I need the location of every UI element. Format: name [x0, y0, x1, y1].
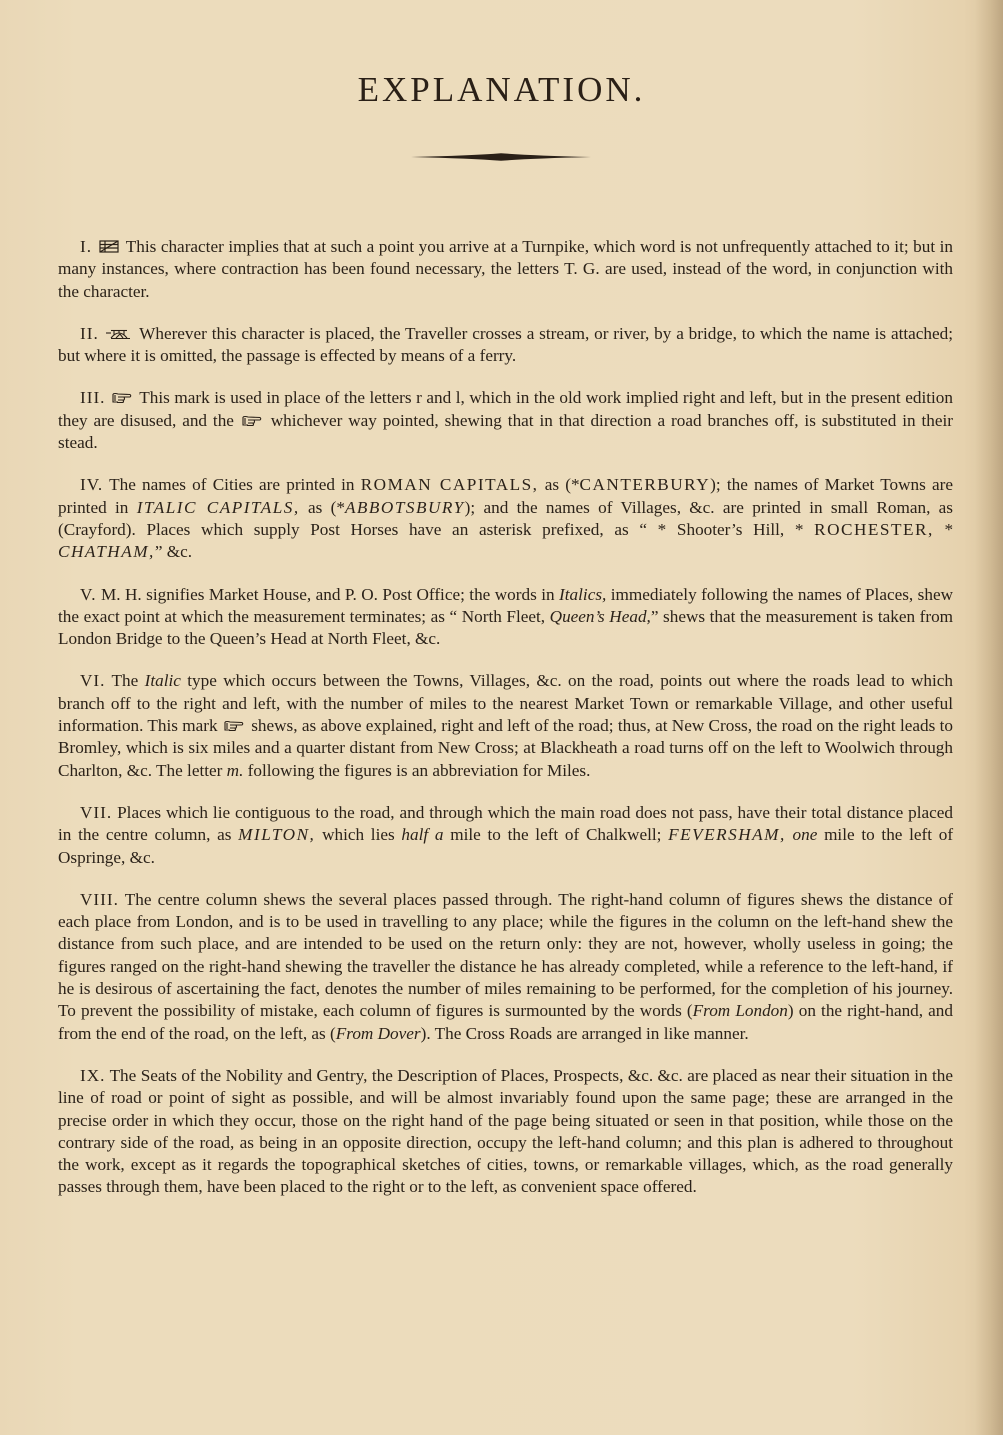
paragraph-5	[58, 584, 953, 651]
paragraph-text: immediately following the names of Places, shew the exact point at which the measurement terminates; as “ North Fleet,	[58, 584, 953, 626]
paragraph-number: I.	[80, 237, 93, 256]
paragraph-text: Places which lie contiguous to the road, and through which the main road does not pass, have their total distance placed in the centre column, as	[58, 802, 953, 845]
from-london-example: From London	[692, 1001, 788, 1021]
paragraph-number: III.	[80, 388, 106, 408]
paragraph-text: *	[944, 519, 954, 539]
milton-example: MILTON,	[238, 825, 316, 845]
rochester-example: ROCHESTER,	[814, 519, 934, 539]
half-a-example: half a	[401, 825, 444, 845]
paragraph-text: M. H. signifies Market House, and P. O. Post Office; the words in	[100, 584, 555, 604]
miles-abbreviation-example: m.	[226, 760, 244, 780]
chatham-example: CHATHAM,	[58, 542, 155, 562]
paragraph-text: shews, as above explained, right and left of the road; thus, at New Cross, the road on the right leads to Bromley, which is six miles and a quarter distant from New Cross; at Blackheath a road turns off on the left to Woolwich through Charlton, &c. The letter	[58, 716, 954, 780]
paragraph-2	[58, 323, 953, 368]
paragraph-text: mile to the left of Ospringe, &c.	[58, 825, 954, 867]
pointing-hand-icon	[242, 414, 262, 427]
paragraph-text: ). The Cross Roads are arranged in like manner.	[420, 1023, 749, 1043]
paragraph-number: IV.	[80, 475, 104, 495]
paragraph-text-cont: whichever way pointed, shewing that in that direction a road branches off, is substituted in their stead.	[58, 410, 953, 453]
paragraph-text: This character implies that at such a point you arrive at a Turnpike, which word is not unfrequently attached to it; but in many instances, where contraction has been found necessary, the letters T. G. are used, instead of the word, in conjunction with the character.	[58, 237, 953, 301]
paragraph-number: VII.	[80, 802, 113, 822]
pointing-hand-icon	[112, 391, 132, 404]
paragraph-text: type which occurs between the Towns, Villages, &c. on the road, points out where the roads lead to which branch off to the right and left, with the number of miles to the nearest Market Town or remarkable Village, and other useful information. This mark	[58, 671, 953, 736]
queens-head-example: Queen’s Head,	[549, 606, 651, 626]
paragraph-text: following the figures is an abbreviation for Miles.	[247, 760, 591, 780]
turnpike-gate-icon	[99, 240, 119, 253]
paragraph-number: VIII.	[80, 889, 119, 909]
from-dover-example: From Dover	[335, 1023, 421, 1043]
italic-example: Italic	[144, 671, 181, 691]
explanation-body	[58, 236, 953, 1219]
paragraph-text: The Seats of the Nobility and Gentry, the Description of Places, Prospects, &c. &c. are placed as near their situation in the line of road or point of sight as possible, and will be almost invariably found upon the same page; these are arranged in the precise order in which they occur, those on the right hand of the page being situated or seen in that position, while those on the contrary side of the road, as being in an opposite direction, occupy the left-hand column; and this plan is adhered to throughout the work, except as it regards the topographical sketches of cities, towns, or remarkable villages, which, as the road generally passes through them, have been placed to the right or to the left, as convenient space offered.	[58, 1065, 953, 1197]
paragraph-text: mile to the left of Chalkwell;	[450, 825, 662, 845]
paragraph-text: The names of Cities are printed in	[109, 475, 355, 495]
paragraph-number: II.	[80, 323, 99, 343]
one-example: one	[792, 825, 818, 845]
paragraph-text: This mark is used in place of the letters r and l, which in the old work implied right and left, but in the present edition they are disused, and the	[58, 388, 953, 430]
roman-capitals-example: ROMAN CAPITALS,	[360, 475, 539, 495]
paragraph-6	[58, 670, 953, 781]
paragraph-text: which lies	[322, 825, 395, 845]
paragraph-text: The centre column shews the several places passed through. The right-hand column of figures shews the distance of each place from London, and is to be used in travelling to any place; while the figures in the column on the left-hand shew the distance from such place, and are intended to be used on the return only: they are not, however, wholly useless in going; the figures ranged on the right-hand shewing the traveller the distance he has already completed, while a reference to the left-hand, if he is desirous of ascertaining the fact, denotes the number of miles remaining to be performed, for the completion of his journey. To prevent the possibility of mistake, each column of figures is surmounted by the words (	[58, 889, 953, 1021]
paragraph-7	[58, 802, 953, 869]
abbotsbury-example: ABBOTSBURY	[344, 497, 465, 517]
paragraph-text: ” shews that the measurement is taken from London Bridge to the Queen’s Head at North Fleet, &c.	[58, 606, 954, 649]
paragraph-text: as (*	[307, 497, 345, 517]
paragraph-text: ); and the names of Villages, &c. are printed in small Roman, as (Crayford). Places which supply Post Horses have an asterisk prefixed, as “ * Shooter’s Hill, *	[58, 497, 953, 539]
canterbury-example: CANTERBURY	[579, 475, 711, 495]
paragraph-3	[58, 387, 953, 454]
paragraph-8	[58, 889, 953, 1045]
page-edge-shadow	[975, 0, 1003, 1435]
italic-capitals-example: ITALIC CAPITALS,	[136, 497, 300, 517]
paragraph-text: Wherever this character is placed, the Traveller crosses a stream, or river, by a bridge, to which the name is attached; but where it is omitted, the passage is effected by means of a ferry.	[58, 323, 953, 366]
paragraph-text: ) on the right-hand, and from the end of the road, on the left, as (	[58, 1001, 953, 1043]
paragraph-4	[58, 474, 953, 563]
paragraph-text: as (*	[544, 475, 580, 495]
paragraph-1	[58, 236, 953, 303]
pointing-hand-icon	[224, 719, 244, 732]
paragraph-text: The	[111, 671, 139, 691]
italics-example: Italics,	[559, 584, 607, 604]
paragraph-number: VI.	[80, 671, 106, 691]
faversham-example: FEVERSHAM,	[668, 825, 786, 845]
paragraph-number: V.	[80, 584, 97, 604]
paragraph-text: ” &c.	[154, 542, 193, 562]
page-title: EXPLANATION.	[357, 70, 646, 109]
bridge-icon	[106, 327, 132, 340]
paragraph-number: IX.	[80, 1065, 106, 1085]
title-rule-ornament	[411, 152, 591, 162]
paragraph-text: ); the names of Market Towns are printed in	[58, 475, 953, 517]
paragraph-9	[58, 1065, 953, 1199]
